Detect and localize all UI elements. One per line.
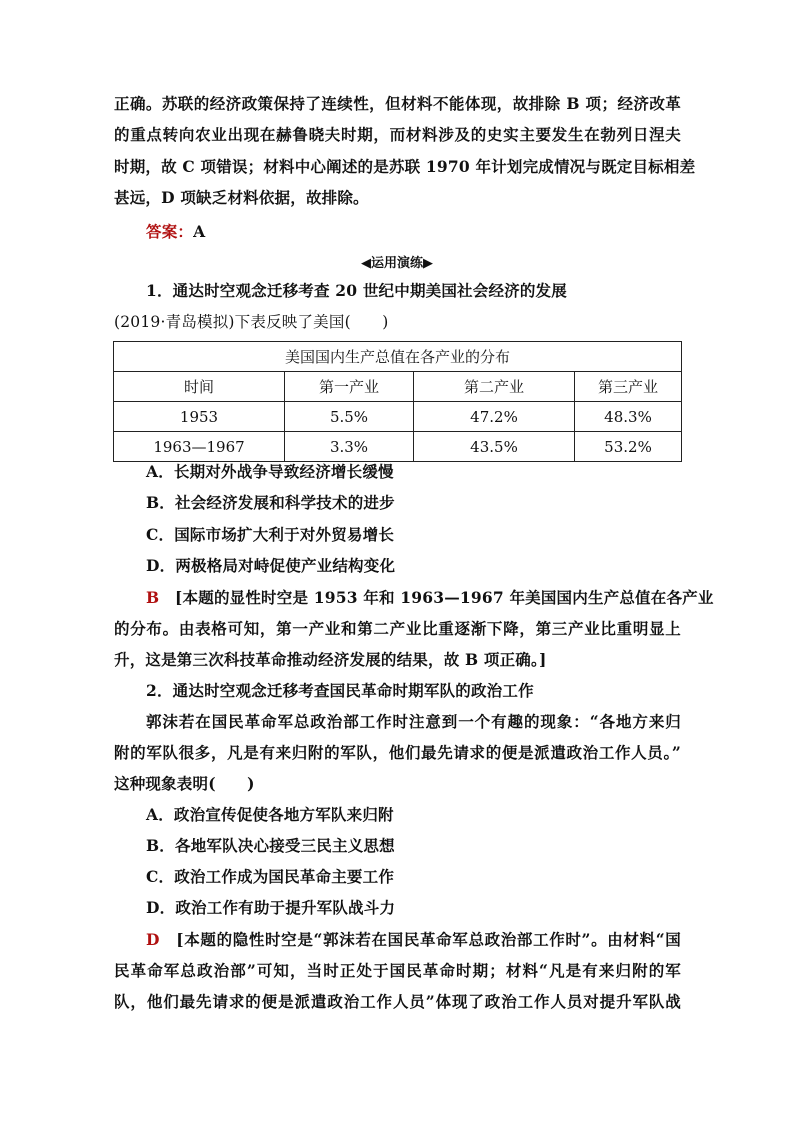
explanation-text: [本题的显性时空是 1953 年和 1963—1967 年美国国内生产总值在各产业: [175, 588, 714, 607]
option-a: A．政治宣传促使各地方军队来归附: [146, 805, 394, 824]
data-table: [113, 341, 682, 462]
text-line: 的重点转向农业出现在赫鲁晓夫时期，而材料涉及的史实主要发生在勃列日涅夫: [114, 125, 681, 144]
table-header: 第二产业: [414, 372, 575, 402]
question-stem: 郭沫若在国民革命军总政治部工作时注意到一个有趣的现象：“各地方来归: [146, 712, 681, 731]
question-stem: 附的军队很多，凡是有来归附的军队，他们最先请求的便是派遣政治工作人员。”: [114, 743, 681, 762]
answer-letter: B: [146, 588, 160, 607]
question-stem: 这种现象表明( ): [114, 774, 255, 793]
table-header: 时间: [114, 372, 285, 402]
answer-letter: D: [146, 930, 160, 949]
question-title: 1．通达时空观念迁移考查 20 世纪中期美国社会经济的发展: [146, 281, 567, 300]
text-line: 时期，故 C 项错误；材料中心阐述的是苏联 1970 年计划完成情况与既定目标相差: [114, 157, 696, 176]
table-cell: 1953: [114, 402, 285, 432]
option-b: B．各地军队决心接受三民主义思想: [146, 836, 395, 855]
table-cell: 48.3%: [575, 402, 682, 432]
text-line: 正确。苏联的经济政策保持了连续性，但材料不能体现，故排除 B 项；经济改革: [114, 94, 681, 113]
explanation-line: 升，这是第三次科技革命推动经济发展的结果，故 B 项正确。]: [114, 650, 547, 669]
table-header: 第三产业: [575, 372, 682, 402]
option-c: C．国际市场扩大利于对外贸易增长: [146, 525, 395, 544]
table-header: 第一产业: [285, 372, 414, 402]
section-banner: ◀运用演练▶: [361, 256, 433, 271]
explanation-line: 民革命军总政治部”可知，当时正处于国民革命时期；材料“凡是有来归附的军: [114, 961, 681, 980]
table-cell: 5.5%: [285, 402, 414, 432]
explanation-line: 的分布。由表格可知，第一产业和第二产业比重逐渐下降，第三产业比重明显上: [114, 619, 681, 638]
answer-value: A: [193, 222, 206, 241]
table-caption: 美国国内生产总值在各产业的分布: [114, 342, 682, 372]
table-cell: 53.2%: [575, 432, 682, 462]
answer-label: 答案：: [146, 222, 194, 241]
option-b: B．社会经济发展和科学技术的进步: [146, 493, 395, 512]
question-title: 2．通达时空观念迁移考查国民革命时期军队的政治工作: [146, 681, 534, 700]
table-row: [114, 432, 682, 462]
text-line: 甚远，D 项缺乏材料依据，故排除。: [114, 188, 369, 207]
table-header-row: [114, 372, 682, 402]
explanation-line: [146, 587, 714, 609]
option-c: C．政治工作成为国民革命主要工作: [146, 867, 395, 886]
question-stem: (2019·青岛模拟)下表反映了美国( ): [114, 313, 389, 331]
answer-line: [146, 221, 681, 243]
explanation-line: [146, 929, 681, 951]
option-d: D．政治工作有助于提升军队战斗力: [146, 898, 396, 917]
explanation-text: [本题的隐性时空是“郭沫若在国民革命军总政治部工作时”。由材料“国: [176, 930, 681, 949]
explanation-line: 队，他们最先请求的便是派遣政治工作人员”体现了政治工作人员对提升军队战: [114, 992, 681, 1011]
option-a: A．长期对外战争导致经济增长缓慢: [146, 462, 394, 481]
table-row: [114, 402, 682, 432]
table-cell: 47.2%: [414, 402, 575, 432]
table-cell: 1963—1967: [114, 432, 285, 462]
option-d: D．两极格局对峙促使产业结构变化: [146, 556, 396, 575]
table-cell: 43.5%: [414, 432, 575, 462]
table-cell: 3.3%: [285, 432, 414, 462]
